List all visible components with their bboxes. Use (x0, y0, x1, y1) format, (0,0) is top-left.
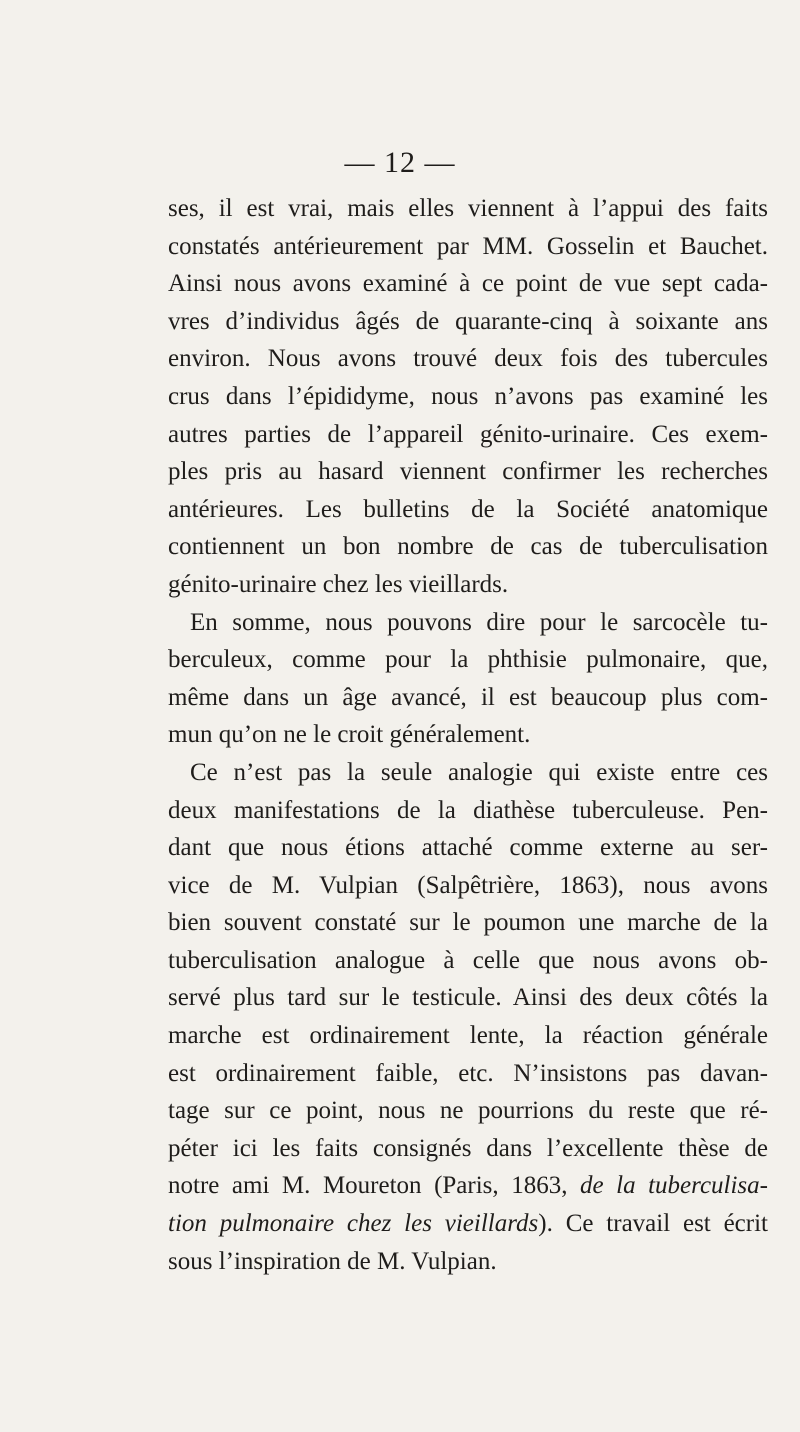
text-line: tage sur ce point, nous ne pourrions du reste que ré- (168, 1097, 768, 1125)
text-line: ples pris au hasard viennent confirmer les recherches (168, 458, 768, 486)
text-line: même dans un âge avancé, il est beaucoup plus com- (168, 683, 768, 711)
text-line: vres d’individus âgés de quarante-cinq à soixante ans (168, 307, 768, 335)
text-line: dant que nous étions attaché comme externe au ser- (168, 834, 768, 862)
italic-title: tion pulmonaire chez les vieillards (168, 1210, 539, 1238)
text-line: mun qu’on ne le croit généralement. (168, 721, 531, 749)
text-line: En somme, nous pouvons dire pour le sarcocèle tu- (190, 608, 768, 636)
text-line: crus dans l’épididyme, nous n’avons pas examiné les (168, 382, 768, 410)
text-line: tuberculisation analogue à celle que nous avons ob- (168, 946, 768, 974)
text-line: ses, il est vrai, mais elles viennent à l’appui des faits (168, 195, 768, 222)
text-line: servé plus tard sur le testicule. Ainsi des deux côtés la (168, 984, 768, 1012)
text-line: berculeux, comme pour la phthisie pulmonaire, que, (168, 646, 768, 674)
text-line: bien souvent constaté sur le poumon une marche de la (168, 909, 768, 937)
text-line: Ce n’est pas la seule analogie qui existe entre ces (190, 758, 768, 786)
text-line: deux manifestations de la diathèse tuberculeuse. Pen- (168, 796, 768, 824)
text-line: génito-urinaire chez les vieillards. (168, 570, 509, 598)
body-text (168, 190, 768, 1280)
text-line: constatés antérieurement par MM. Gosselin et Bauchet. (168, 232, 768, 260)
text-line: Ainsi nous avons examiné à ce point de vue sept cada- (168, 270, 768, 298)
text-line (168, 1167, 768, 1205)
text-line: environ. Nous avons trouvé deux fois des tubercules (168, 345, 768, 373)
text-line: péter ici les faits consignés dans l’excellente thèse de (168, 1134, 768, 1162)
text-line: sous l’inspiration de M. Vulpian. (168, 1247, 497, 1275)
text-line: est ordinairement faible, etc. N’insistons pas davan- (168, 1059, 768, 1087)
text-line: antérieures. Les bulletins de la Société anatomique (168, 495, 768, 523)
text-line: autres parties de l’appareil génito-urinaire. Ces exem- (168, 420, 768, 448)
text-segment: notre ami M. Moureton (Paris, 1863, (168, 1172, 580, 1200)
text-line (168, 1205, 768, 1243)
italic-title: de la tuberculisa- (579, 1172, 768, 1200)
text-line: vice de M. Vulpian (Salpêtrière, 1863), nous avons (168, 871, 768, 899)
text-segment: ). Ce travail est écrit (538, 1210, 768, 1238)
text-line: marche est ordinairement lente, la réaction générale (168, 1022, 768, 1050)
text-line: contiennent un bon nombre de cas de tuberculisation (168, 533, 768, 561)
page-number: — 12 — (344, 146, 456, 179)
